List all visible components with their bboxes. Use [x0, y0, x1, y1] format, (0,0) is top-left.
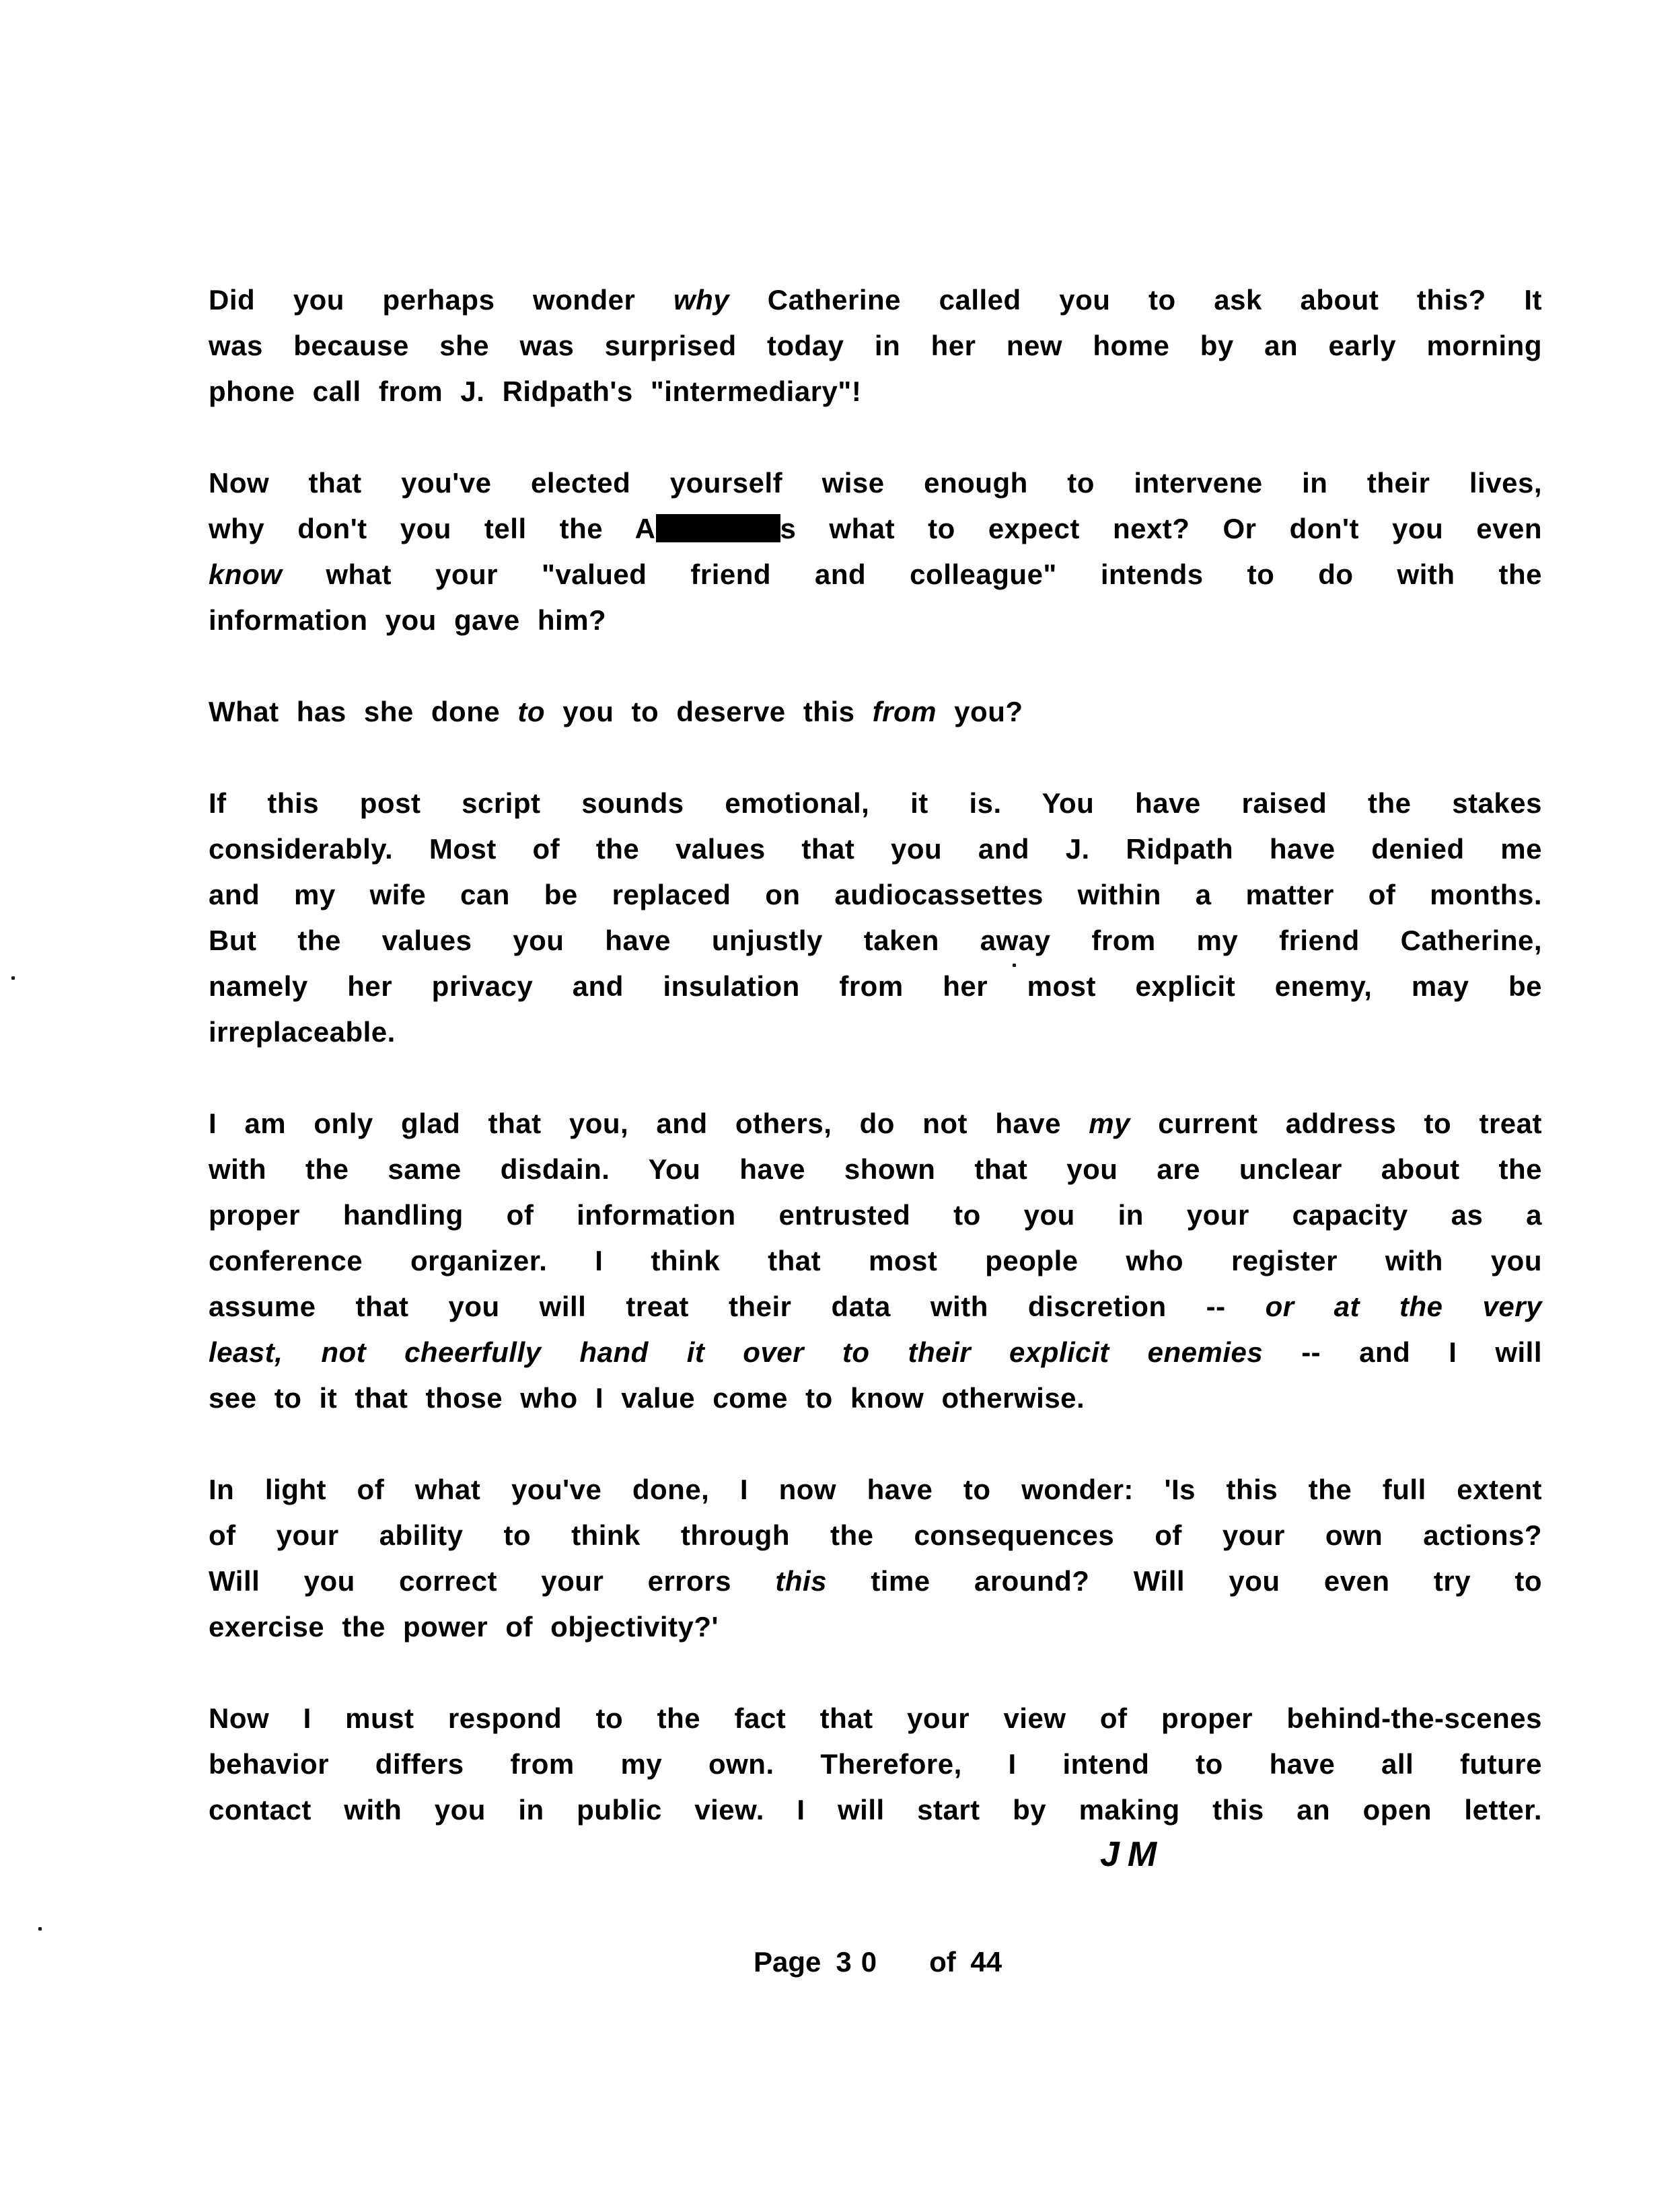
text-run: I am only glad that you, and others, do not have [209, 1108, 1089, 1139]
text-run: behavior differs from my own. Therefore, I intend to have all future [209, 1748, 1542, 1780]
text-line [209, 323, 1542, 369]
page-footer-label: Page [754, 1946, 821, 1978]
text-line [209, 964, 1542, 1009]
text-line [209, 1696, 1542, 1741]
text-line [209, 689, 1542, 735]
paragraph-3 [209, 689, 1542, 735]
text-line [209, 1513, 1542, 1558]
italic-run: why [673, 284, 730, 316]
scan-speck [38, 1927, 42, 1931]
text-line [209, 1375, 1542, 1421]
text-run: phone call from J. Ridpath's "intermediary"! [209, 375, 862, 407]
text-run: s what to expect next? Or don't you even [780, 513, 1543, 544]
paragraph-2 [209, 460, 1542, 643]
text-run: But the values you have unjustly taken away from my friend Catherine, [209, 925, 1542, 956]
italic-run: this [775, 1565, 827, 1597]
italic-run: or at the very [1265, 1291, 1542, 1322]
text-run: what your "valued friend and colleague" intends to do with the [282, 558, 1542, 590]
text-line [209, 1238, 1542, 1284]
text-line [209, 918, 1542, 964]
text-run: contact with you in public view. I will start by making this an open letter. [209, 1794, 1542, 1826]
text-run: Now that you've elected yourself wise enough to intervene in their lives, [209, 467, 1542, 499]
page-number: 30 [836, 1946, 887, 1978]
text-run: see to it that those who I value come to know otherwise. [209, 1382, 1085, 1414]
text-run: Now I must respond to the fact that your view of proper behind-the-scenes [209, 1702, 1542, 1734]
text-line [209, 552, 1542, 598]
text-line [209, 1787, 1542, 1833]
text-run: Will you correct your errors [209, 1565, 776, 1597]
text-run: Catherine called you to ask about this? It [729, 284, 1542, 316]
text-run: exercise the power of objectivity?' [209, 1611, 719, 1643]
text-run: why don't you tell the A [209, 513, 656, 544]
text-line [209, 1467, 1542, 1513]
text-run: you to deserve this [545, 696, 873, 727]
text-run: time around? Will you even try to [827, 1565, 1543, 1597]
text-run: was because she was surprised today in her new home by an early morning [209, 330, 1542, 361]
text-line [209, 1558, 1542, 1604]
paragraph-5 [209, 1101, 1542, 1421]
text-run: and my wife can be replaced on audiocassettes within a matter of months. [209, 879, 1542, 910]
text-run: information you gave him? [209, 604, 607, 636]
italic-run: know [209, 558, 283, 590]
text-line [209, 1147, 1542, 1192]
text-line [209, 369, 1542, 414]
text-run: assume that you will treat their data with discretion -- [209, 1291, 1266, 1322]
text-run: proper handling of information entrusted to you in your capacity as a [209, 1199, 1542, 1231]
text-line [209, 1284, 1542, 1330]
text-line [209, 1330, 1542, 1375]
text-line [209, 781, 1542, 826]
text-run: Did you perhaps wonder [209, 284, 673, 316]
text-run: you? [937, 696, 1023, 727]
text-run: conference organizer. I think that most people who register with you [209, 1245, 1542, 1276]
italic-run: to [517, 696, 546, 727]
text-line [209, 598, 1542, 643]
paragraph-4 [209, 781, 1542, 1055]
text-run: In light of what you've done, I now have to wonder: 'Is this the full extent [209, 1474, 1542, 1505]
text-line [209, 277, 1542, 323]
scan-speck [1013, 964, 1016, 967]
text-line [209, 1192, 1542, 1238]
italic-run: from [872, 696, 937, 727]
signature: JM [1100, 1835, 1165, 1874]
text-run: current address to treat [1130, 1108, 1542, 1139]
text-line [209, 872, 1542, 918]
text-run: If this post script sounds emotional, it is. You have raised the stakes [209, 787, 1542, 819]
paragraph-6 [209, 1467, 1542, 1650]
page-count: of 44 [929, 1946, 1002, 1978]
italic-run: least, not cheerfully hand it over to their explicit enemies [209, 1336, 1264, 1368]
redaction-bar [656, 514, 780, 542]
paragraph-7 [209, 1696, 1542, 1833]
page-footer [754, 1939, 1002, 1985]
scan-speck [11, 976, 15, 980]
text-line [209, 826, 1542, 872]
text-line [209, 1009, 1542, 1055]
text-run: namely her privacy and insulation from her most explicit enemy, may be [209, 970, 1542, 1002]
text-line [209, 1101, 1542, 1147]
italic-run: my [1089, 1108, 1130, 1139]
text-run: with the same disdain. You have shown that you are unclear about the [209, 1153, 1542, 1185]
text-run: irreplaceable. [209, 1016, 396, 1048]
text-line [209, 1604, 1542, 1650]
text-run: considerably. Most of the values that you and J. Ridpath have denied me [209, 833, 1542, 865]
text-line [209, 460, 1542, 506]
paragraph-1 [209, 277, 1542, 414]
text-run: of your ability to think through the consequences of your own actions? [209, 1519, 1542, 1551]
text-run: What has she done [209, 696, 518, 727]
text-line [209, 1741, 1542, 1787]
text-run: -- and I will [1263, 1336, 1542, 1368]
letter-body [209, 277, 1542, 1833]
text-line [209, 506, 1542, 552]
